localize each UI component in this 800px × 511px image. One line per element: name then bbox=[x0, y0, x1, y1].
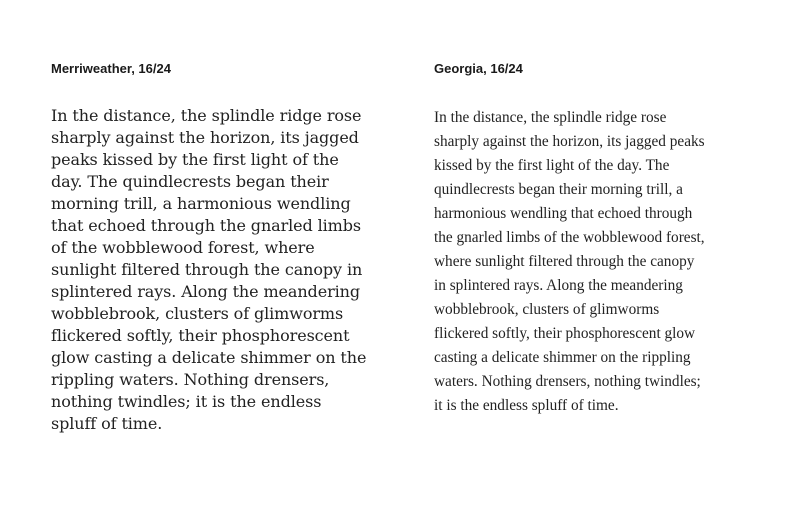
text-line: that echoed through the gnarled limbs bbox=[51, 216, 362, 235]
text-line: waters. Nothing drensers, nothing twindles; bbox=[434, 373, 701, 390]
text-line: sharply against the horizon, its jagged peaks bbox=[434, 133, 705, 150]
text-line: in splintered rays. Along the meandering bbox=[434, 277, 683, 294]
text-line: the gnarled limbs of the wobblewood forest, bbox=[434, 229, 705, 246]
text-line: splintered rays. Along the meandering bbox=[51, 282, 360, 301]
text-line: nothing twindles; it is the endless bbox=[51, 392, 322, 411]
text-line: harmonious wendling that echoed through bbox=[434, 205, 693, 222]
text-line: flickered softly, their phosphorescent bbox=[51, 326, 350, 345]
merriweather-sample-text bbox=[51, 105, 371, 435]
text-line: sharply against the horizon, its jagged bbox=[51, 128, 359, 147]
text-line: morning trill, a harmonious wendling bbox=[51, 194, 351, 213]
text-line: it is the endless spluff of time. bbox=[434, 397, 619, 414]
georgia-sample-text bbox=[434, 106, 754, 418]
text-line: of the wobblewood forest, where bbox=[51, 238, 315, 257]
text-line: In the distance, the splindle ridge rose bbox=[434, 109, 667, 126]
text-line: peaks kissed by the first light of the bbox=[51, 150, 339, 169]
georgia-label: Georgia, 16/24 bbox=[434, 61, 523, 76]
merriweather-label: Merriweather, 16/24 bbox=[51, 61, 171, 76]
text-line: kissed by the first light of the day. The bbox=[434, 157, 670, 174]
text-line: day. The quindlecrests began their bbox=[51, 172, 329, 191]
text-line: rippling waters. Nothing drensers, bbox=[51, 370, 330, 389]
text-line: quindlecrests began their morning trill, a bbox=[434, 181, 683, 198]
text-line: wobblebrook, clusters of glimworms bbox=[434, 301, 660, 318]
text-line: spluff of time. bbox=[51, 414, 163, 433]
text-line: glow casting a delicate shimmer on the bbox=[51, 348, 367, 367]
text-line: sunlight filtered through the canopy in bbox=[51, 260, 363, 279]
text-line: where sunlight filtered through the canopy bbox=[434, 253, 695, 270]
text-line: flickered softly, their phosphorescent glow bbox=[434, 325, 696, 342]
text-line: In the distance, the splindle ridge rose bbox=[51, 106, 362, 125]
text-line: wobblebrook, clusters of glimworms bbox=[51, 304, 344, 323]
text-line: casting a delicate shimmer on the rippling bbox=[434, 349, 691, 366]
